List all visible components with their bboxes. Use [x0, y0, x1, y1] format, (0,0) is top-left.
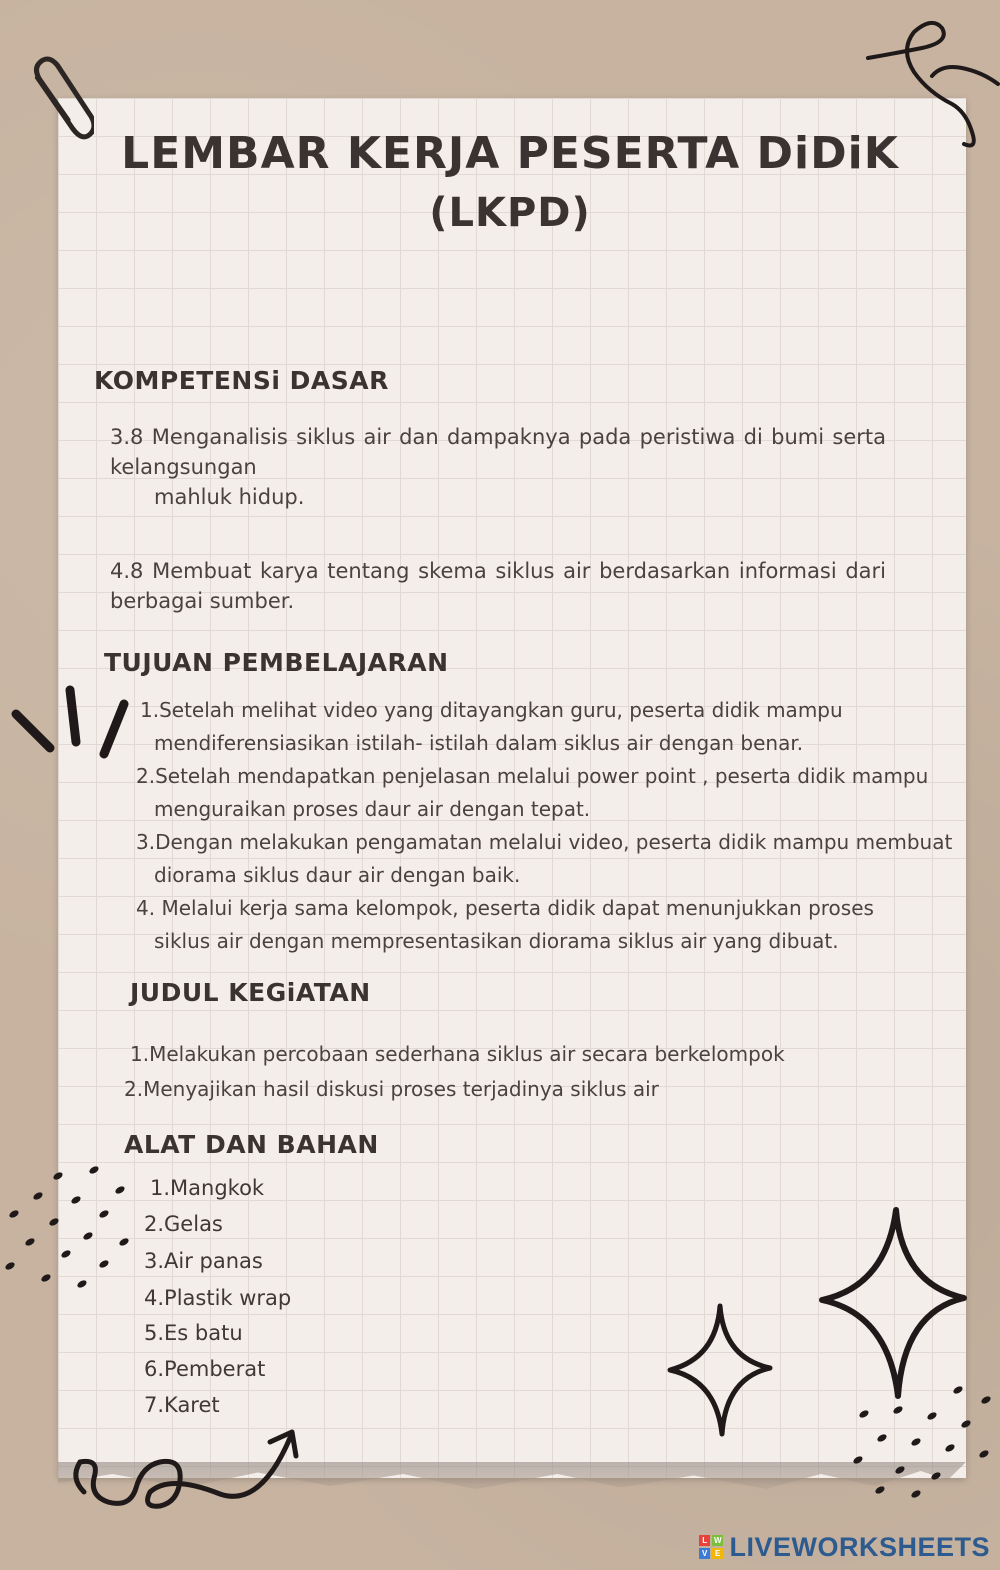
alat-item: 6.Pemberat — [144, 1357, 266, 1381]
tujuan-line: 3.Dengan melakukan pengamatan melalui video, peserta didik mampu membuat — [136, 830, 953, 854]
kd-4-8-text: 4.8 Membuat karya tentang skema siklus air berdasarkan informasi dari berbagai sumber. — [110, 559, 886, 613]
liveworksheets-brand-text: LIVEWORKSHEETS — [729, 1531, 990, 1562]
small-sparkle-star-icon — [666, 1302, 774, 1438]
tujuan-line: 2.Setelah mendapatkan penjelasan melalui power point , peserta didik mampu — [136, 764, 929, 788]
tujuan-line: menguraikan proses daur air dengan tepat. — [154, 797, 591, 821]
tujuan-line: diorama siklus daur air dengan baik. — [154, 863, 521, 887]
alat-item: 1.Mangkok — [150, 1176, 265, 1200]
alat-item: 3.Air panas — [144, 1249, 263, 1273]
heading-tujuan-pembelajaran: TUJUAN PEMBELAJARAN — [104, 648, 449, 677]
alat-item: 4.Plastik wrap — [144, 1286, 292, 1310]
alat-item: 7.Karet — [144, 1393, 220, 1417]
alat-item: 5.Es batu — [144, 1321, 243, 1345]
judul-item: 2.Menyajikan hasil diskusi proses terjadinya siklus air — [124, 1077, 659, 1101]
page-subtitle: (LKPD) — [429, 190, 591, 236]
liveworksheets-logo-icon: L W V E — [699, 1535, 723, 1559]
heading-kompetensi-dasar: KOMPETENSi DASAR — [94, 366, 389, 395]
tujuan-line: 1.Setelah melihat video yang ditayangkan guru, peserta didik mampu — [140, 698, 843, 722]
scattered-dots-icon — [0, 1162, 140, 1292]
judul-item: 1.Melakukan percobaan sederhana siklus air secara berkelompok — [130, 1042, 785, 1066]
burst-lines-icon — [8, 682, 132, 762]
tujuan-line: 4. Melalui kerja sama kelompok, peserta didik dapat menunjukkan proses — [136, 896, 874, 920]
large-sparkle-star-icon — [814, 1204, 970, 1400]
tujuan-line: siklus air dengan mempresentasikan diorama siklus air yang dibuat. — [154, 929, 839, 953]
page-title: LEMBAR KERJA PESERTA DiDiK — [121, 128, 899, 179]
liveworksheets-brand[interactable] — [699, 1530, 990, 1564]
kd-3-8-text: 3.8 Menganalisis siklus air dan dampaknya pada peristiwa di bumi serta kelangsungan — [110, 425, 886, 479]
kd-3-8-continuation: mahluk hidup. — [154, 485, 305, 509]
scattered-dots-bottom-icon — [846, 1380, 1000, 1500]
tujuan-line: mendiferensiasikan istilah- istilah dalam siklus air dengan benar. — [154, 731, 804, 755]
heading-alat-dan-bahan: ALAT DAN BAHAN — [124, 1130, 379, 1159]
heading-judul-kegiatan: JUDUL KEGiATAN — [130, 978, 371, 1007]
alat-item: 2.Gelas — [144, 1212, 223, 1236]
paperclip-icon — [24, 52, 94, 152]
loop-arrow-icon — [60, 1422, 310, 1534]
